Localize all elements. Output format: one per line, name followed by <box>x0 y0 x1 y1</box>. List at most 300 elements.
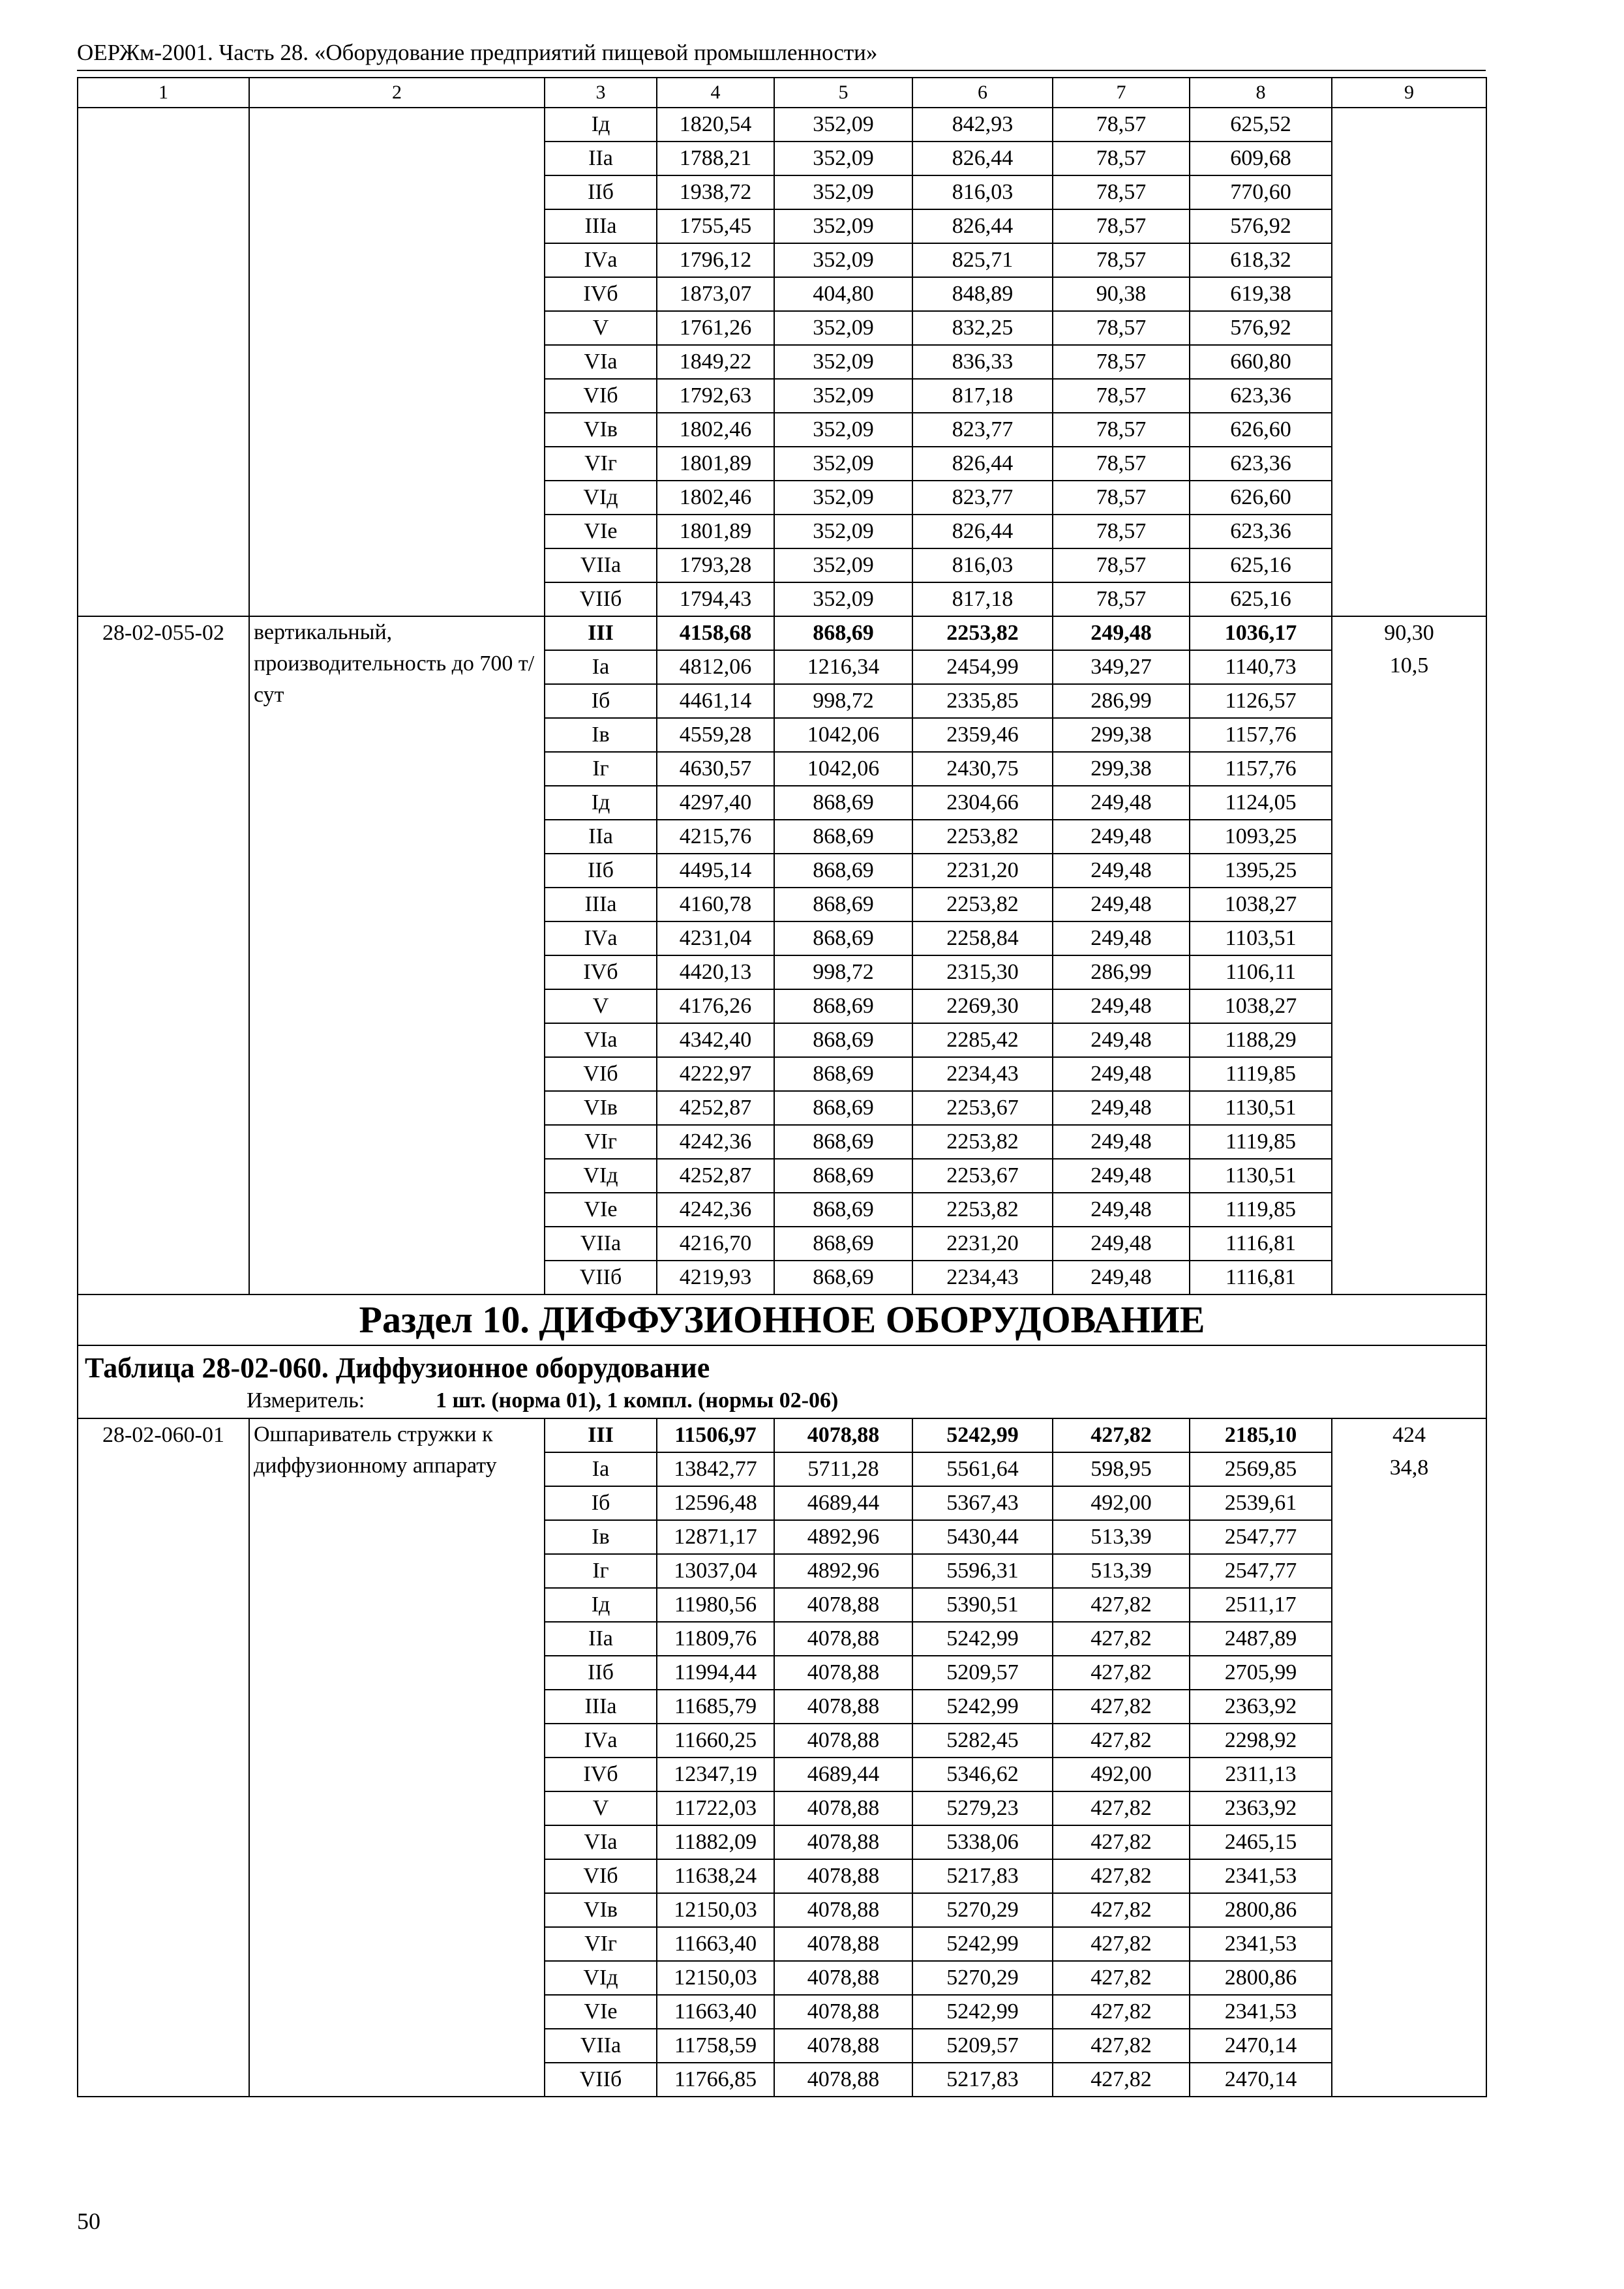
value-cell: 868,69 <box>774 1227 912 1261</box>
value-cell: 2430,75 <box>912 752 1053 786</box>
value-cell: 868,69 <box>774 921 912 955</box>
value-cell: 2253,67 <box>912 1159 1053 1193</box>
value-cell: 868,69 <box>774 1193 912 1227</box>
zone-cell: Iг <box>545 752 657 786</box>
zone-cell: VIд <box>545 1961 657 1995</box>
value-cell: 5242,99 <box>912 1927 1053 1961</box>
zone-cell: IIа <box>545 820 657 854</box>
value-cell: 2363,92 <box>1190 1791 1332 1825</box>
value-cell: 12871,17 <box>657 1520 774 1554</box>
value-cell: 660,80 <box>1190 345 1332 379</box>
value-cell: 626,60 <box>1190 413 1332 447</box>
section-title: Раздел 10. ДИФФУЗИОННОЕ ОБОРУДОВАНИЕ <box>78 1294 1486 1345</box>
value-cell: 4216,70 <box>657 1227 774 1261</box>
value-cell: 868,69 <box>774 989 912 1023</box>
value-cell: 1130,51 <box>1190 1091 1332 1125</box>
value-cell: 78,57 <box>1053 175 1190 209</box>
value-cell: 5596,31 <box>912 1554 1053 1588</box>
value-cell: 299,38 <box>1053 752 1190 786</box>
value-cell: 2800,86 <box>1190 1961 1332 1995</box>
value-cell: 5242,99 <box>912 1690 1053 1724</box>
value-cell: 11766,85 <box>657 2063 774 2097</box>
value-cell: 1793,28 <box>657 548 774 582</box>
value-cell: 2341,53 <box>1190 1859 1332 1893</box>
value-cell: 868,69 <box>774 1261 912 1294</box>
value-cell: 2470,14 <box>1190 2063 1332 2097</box>
value-cell: 2253,82 <box>912 616 1053 650</box>
zone-cell: V <box>545 989 657 1023</box>
table-header-block <box>78 1345 1486 1418</box>
rate-description: Ошпариватель стружки к диффузионному аппарату <box>249 1418 545 2097</box>
value-cell: 4078,88 <box>774 1927 912 1961</box>
value-cell: 826,44 <box>912 447 1053 481</box>
value-cell: 352,09 <box>774 311 912 345</box>
value-cell: 598,95 <box>1053 1452 1190 1486</box>
table-title: Таблица 28-02-060. Диффузионное оборудование <box>85 1352 710 1384</box>
value-cell: 998,72 <box>774 684 912 718</box>
value-cell: 1126,57 <box>1190 684 1332 718</box>
column-number: 9 <box>1332 78 1486 108</box>
value-cell: 11980,56 <box>657 1588 774 1622</box>
zone-cell: V <box>545 311 657 345</box>
value-cell: 4689,44 <box>774 1758 912 1791</box>
value-cell: 623,36 <box>1190 379 1332 413</box>
measure-label: Измеритель: <box>247 1388 365 1413</box>
value-cell: 4252,87 <box>657 1159 774 1193</box>
value-cell: 4078,88 <box>774 1825 912 1859</box>
value-cell: 2341,53 <box>1190 1927 1332 1961</box>
value-cell: 836,33 <box>912 345 1053 379</box>
value-cell: 823,77 <box>912 481 1053 515</box>
value-cell: 2185,10 <box>1190 1418 1332 1452</box>
value-cell: 12596,48 <box>657 1486 774 1520</box>
value-cell: 1140,73 <box>1190 650 1332 684</box>
value-cell: 5430,44 <box>912 1520 1053 1554</box>
value-cell: 868,69 <box>774 854 912 888</box>
value-cell: 2253,82 <box>912 1125 1053 1159</box>
value-cell: 5242,99 <box>912 1622 1053 1656</box>
value-cell: 1038,27 <box>1190 989 1332 1023</box>
value-cell: 868,69 <box>774 888 912 921</box>
value-cell: 286,99 <box>1053 955 1190 989</box>
value-cell: 2800,86 <box>1190 1893 1332 1927</box>
zone-cell: IIа <box>545 1622 657 1656</box>
value-cell: 249,48 <box>1053 1227 1190 1261</box>
value-cell: 427,82 <box>1053 1656 1190 1690</box>
value-cell: 11638,24 <box>657 1859 774 1893</box>
value-cell: 4078,88 <box>774 1724 912 1758</box>
zone-cell: VIIб <box>545 582 657 616</box>
zone-cell: VIIб <box>545 2063 657 2097</box>
value-cell: 2487,89 <box>1190 1622 1332 1656</box>
value-cell: 11506,97 <box>657 1418 774 1452</box>
value-cell: 427,82 <box>1053 1995 1190 2029</box>
value-cell: 2569,85 <box>1190 1452 1332 1486</box>
value-cell: 4078,88 <box>774 1961 912 1995</box>
zone-cell: Iб <box>545 1486 657 1520</box>
value-cell: 2298,92 <box>1190 1724 1332 1758</box>
value-cell: 78,57 <box>1053 481 1190 515</box>
zone-cell: III <box>545 1418 657 1452</box>
value-cell: 4242,36 <box>657 1125 774 1159</box>
zone-cell: VIд <box>545 1159 657 1193</box>
zone-cell: Iд <box>545 108 657 142</box>
value-cell: 249,48 <box>1053 820 1190 854</box>
value-cell: 4078,88 <box>774 1690 912 1724</box>
value-cell: 5270,29 <box>912 1893 1053 1927</box>
value-cell: 249,48 <box>1053 1193 1190 1227</box>
value-cell: 825,71 <box>912 243 1053 277</box>
norm-cell <box>1332 108 1486 616</box>
value-cell: 492,00 <box>1053 1486 1190 1520</box>
value-cell: 1130,51 <box>1190 1159 1332 1193</box>
zone-cell: VIа <box>545 1825 657 1859</box>
value-cell: 1938,72 <box>657 175 774 209</box>
value-cell: 4078,88 <box>774 2063 912 2097</box>
value-cell: 352,09 <box>774 108 912 142</box>
value-cell: 5279,23 <box>912 1791 1053 1825</box>
zone-cell: IIIа <box>545 888 657 921</box>
measure-value: 1 шт. (норма 01), 1 компл. (нормы 02-06) <box>436 1388 839 1413</box>
zone-cell: VIIб <box>545 1261 657 1294</box>
value-cell: 427,82 <box>1053 2029 1190 2063</box>
value-cell: 4252,87 <box>657 1091 774 1125</box>
value-cell: 78,57 <box>1053 379 1190 413</box>
value-cell: 249,48 <box>1053 1023 1190 1057</box>
value-cell: 5209,57 <box>912 2029 1053 2063</box>
value-cell: 249,48 <box>1053 854 1190 888</box>
value-cell: 826,44 <box>912 142 1053 175</box>
measure-line <box>85 1386 1479 1415</box>
value-cell: 5367,43 <box>912 1486 1053 1520</box>
zone-cell: V <box>545 1791 657 1825</box>
value-cell: 4078,88 <box>774 1893 912 1927</box>
value-cell: 5338,06 <box>912 1825 1053 1859</box>
zone-cell: IVа <box>545 921 657 955</box>
value-cell: 1792,63 <box>657 379 774 413</box>
value-cell: 2253,67 <box>912 1091 1053 1125</box>
norm-value: 90,30 <box>1384 621 1434 645</box>
value-cell: 609,68 <box>1190 142 1332 175</box>
norm-cell <box>1332 616 1486 1294</box>
value-cell: 2253,82 <box>912 888 1053 921</box>
value-cell: 817,18 <box>912 582 1053 616</box>
value-cell: 2231,20 <box>912 854 1053 888</box>
value-cell: 12150,03 <box>657 1961 774 1995</box>
table-title-row <box>78 1345 1486 1418</box>
value-cell: 1116,81 <box>1190 1227 1332 1261</box>
value-cell: 868,69 <box>774 1091 912 1125</box>
value-cell: 618,32 <box>1190 243 1332 277</box>
value-cell: 2341,53 <box>1190 1995 1332 2029</box>
value-cell: 1042,06 <box>774 718 912 752</box>
value-cell: 576,92 <box>1190 311 1332 345</box>
value-cell: 826,44 <box>912 515 1053 548</box>
value-cell: 13037,04 <box>657 1554 774 1588</box>
column-number: 6 <box>912 78 1053 108</box>
page-number: 50 <box>77 2208 100 2234</box>
value-cell: 78,57 <box>1053 515 1190 548</box>
value-cell: 4078,88 <box>774 1418 912 1452</box>
value-cell: 1124,05 <box>1190 786 1332 820</box>
zone-cell: IVа <box>545 1724 657 1758</box>
value-cell: 1106,11 <box>1190 955 1332 989</box>
value-cell: 249,48 <box>1053 989 1190 1023</box>
value-cell: 4078,88 <box>774 1995 912 2029</box>
zone-cell: IVа <box>545 243 657 277</box>
value-cell: 1119,85 <box>1190 1057 1332 1091</box>
value-cell: 2454,99 <box>912 650 1053 684</box>
value-cell: 2359,46 <box>912 718 1053 752</box>
zone-cell: VIг <box>545 447 657 481</box>
value-cell: 5242,99 <box>912 1995 1053 2029</box>
zone-cell: IVб <box>545 955 657 989</box>
zone-cell: VIб <box>545 1057 657 1091</box>
value-cell: 4078,88 <box>774 1588 912 1622</box>
value-cell: 249,48 <box>1053 1159 1190 1193</box>
value-cell: 868,69 <box>774 1057 912 1091</box>
value-cell: 78,57 <box>1053 447 1190 481</box>
value-cell: 2547,77 <box>1190 1554 1332 1588</box>
value-cell: 352,09 <box>774 515 912 548</box>
value-cell: 78,57 <box>1053 243 1190 277</box>
value-cell: 832,25 <box>912 311 1053 345</box>
value-cell: 770,60 <box>1190 175 1332 209</box>
section-row <box>78 1294 1486 1345</box>
zone-cell: IVб <box>545 277 657 311</box>
value-cell: 427,82 <box>1053 1588 1190 1622</box>
value-cell: 78,57 <box>1053 142 1190 175</box>
value-cell: 4461,14 <box>657 684 774 718</box>
value-cell: 249,48 <box>1053 888 1190 921</box>
value-cell: 249,48 <box>1053 1125 1190 1159</box>
zone-cell: IIб <box>545 175 657 209</box>
value-cell: 1042,06 <box>774 752 912 786</box>
zone-cell: VIд <box>545 481 657 515</box>
value-cell: 5711,28 <box>774 1452 912 1486</box>
value-cell: 2269,30 <box>912 989 1053 1023</box>
value-cell: 4689,44 <box>774 1486 912 1520</box>
value-cell: 1873,07 <box>657 277 774 311</box>
value-cell: 427,82 <box>1053 1893 1190 1927</box>
value-cell: 427,82 <box>1053 1927 1190 1961</box>
value-cell: 1755,45 <box>657 209 774 243</box>
value-cell: 286,99 <box>1053 684 1190 718</box>
value-cell: 2234,43 <box>912 1057 1053 1091</box>
value-cell: 11758,59 <box>657 2029 774 2063</box>
value-cell: 4892,96 <box>774 1554 912 1588</box>
zone-cell: VIе <box>545 1193 657 1227</box>
value-cell: 2539,61 <box>1190 1486 1332 1520</box>
value-cell: 1038,27 <box>1190 888 1332 921</box>
value-cell: 352,09 <box>774 447 912 481</box>
value-cell: 4160,78 <box>657 888 774 921</box>
value-cell: 5242,99 <box>912 1418 1053 1452</box>
value-cell: 2234,43 <box>912 1261 1053 1294</box>
value-cell: 5390,51 <box>912 1588 1053 1622</box>
zone-cell: Iд <box>545 786 657 820</box>
value-cell: 868,69 <box>774 616 912 650</box>
value-cell: 826,44 <box>912 209 1053 243</box>
value-cell: 352,09 <box>774 345 912 379</box>
value-cell: 349,27 <box>1053 650 1190 684</box>
value-cell: 2547,77 <box>1190 1520 1332 1554</box>
table-row <box>78 616 1486 650</box>
norm-cell <box>1332 1418 1486 2097</box>
value-cell: 5217,83 <box>912 1859 1053 1893</box>
zone-cell: Iб <box>545 684 657 718</box>
value-cell: 11660,25 <box>657 1724 774 1758</box>
value-cell: 299,38 <box>1053 718 1190 752</box>
value-cell: 848,89 <box>912 277 1053 311</box>
value-cell: 2511,17 <box>1190 1588 1332 1622</box>
value-cell: 4219,93 <box>657 1261 774 1294</box>
zone-cell: VIIа <box>545 2029 657 2063</box>
value-cell: 1093,25 <box>1190 820 1332 854</box>
value-cell: 249,48 <box>1053 616 1190 650</box>
value-cell: 249,48 <box>1053 921 1190 955</box>
value-cell: 4342,40 <box>657 1023 774 1057</box>
value-cell: 12150,03 <box>657 1893 774 1927</box>
zone-cell: VIг <box>545 1125 657 1159</box>
zone-cell: III <box>545 616 657 650</box>
value-cell: 90,38 <box>1053 277 1190 311</box>
value-cell: 5282,45 <box>912 1724 1053 1758</box>
value-cell: 868,69 <box>774 786 912 820</box>
value-cell: 427,82 <box>1053 2063 1190 2097</box>
value-cell: 4078,88 <box>774 1622 912 1656</box>
value-cell: 4812,06 <box>657 650 774 684</box>
zone-cell: IVб <box>545 1758 657 1791</box>
value-cell: 1761,26 <box>657 311 774 345</box>
zone-cell: Iв <box>545 718 657 752</box>
value-cell: 623,36 <box>1190 515 1332 548</box>
code-cell <box>78 108 249 616</box>
value-cell: 4559,28 <box>657 718 774 752</box>
value-cell: 4892,96 <box>774 1520 912 1554</box>
zone-cell: Iд <box>545 1588 657 1622</box>
zone-cell: IIа <box>545 142 657 175</box>
zone-cell: VIв <box>545 1893 657 1927</box>
value-cell: 12347,19 <box>657 1758 774 1791</box>
value-cell: 427,82 <box>1053 1859 1190 1893</box>
value-cell: 352,09 <box>774 582 912 616</box>
value-cell: 1788,21 <box>657 142 774 175</box>
value-cell: 11882,09 <box>657 1825 774 1859</box>
value-cell: 4420,13 <box>657 955 774 989</box>
value-cell: 249,48 <box>1053 1057 1190 1091</box>
value-cell: 352,09 <box>774 481 912 515</box>
value-cell: 4078,88 <box>774 1791 912 1825</box>
value-cell: 427,82 <box>1053 1961 1190 1995</box>
value-cell: 1820,54 <box>657 108 774 142</box>
value-cell: 2258,84 <box>912 921 1053 955</box>
table-row <box>78 108 1486 142</box>
value-cell: 2285,42 <box>912 1023 1053 1057</box>
zone-cell: VIIа <box>545 548 657 582</box>
value-cell: 4158,68 <box>657 616 774 650</box>
value-cell: 4297,40 <box>657 786 774 820</box>
value-cell: 816,03 <box>912 175 1053 209</box>
value-cell: 249,48 <box>1053 1261 1190 1294</box>
value-cell: 1794,43 <box>657 582 774 616</box>
value-cell: 1116,81 <box>1190 1261 1332 1294</box>
zone-cell: VIа <box>545 1023 657 1057</box>
value-cell: 492,00 <box>1053 1758 1190 1791</box>
value-cell: 625,16 <box>1190 582 1332 616</box>
zone-cell: Iа <box>545 650 657 684</box>
column-number: 7 <box>1053 78 1190 108</box>
value-cell: 352,09 <box>774 413 912 447</box>
zone-cell: Iг <box>545 1554 657 1588</box>
zone-cell: VIе <box>545 515 657 548</box>
value-cell: 427,82 <box>1053 1622 1190 1656</box>
zone-cell: VIв <box>545 1091 657 1125</box>
value-cell: 2253,82 <box>912 820 1053 854</box>
value-cell: 625,16 <box>1190 548 1332 582</box>
value-cell: 1801,89 <box>657 515 774 548</box>
value-cell: 352,09 <box>774 243 912 277</box>
value-cell: 1119,85 <box>1190 1125 1332 1159</box>
value-cell: 4215,76 <box>657 820 774 854</box>
value-cell: 2231,20 <box>912 1227 1053 1261</box>
zone-cell: IIб <box>545 1656 657 1690</box>
value-cell: 11663,40 <box>657 1927 774 1961</box>
column-number: 8 <box>1190 78 1332 108</box>
value-cell: 842,93 <box>912 108 1053 142</box>
value-cell: 4630,57 <box>657 752 774 786</box>
zone-cell: VIб <box>545 379 657 413</box>
zone-cell: Iа <box>545 1452 657 1486</box>
value-cell: 5346,62 <box>912 1758 1053 1791</box>
value-cell: 249,48 <box>1053 1091 1190 1125</box>
rate-description: вертикальный, производительность до 700 т/сут <box>249 616 545 1294</box>
value-cell: 11994,44 <box>657 1656 774 1690</box>
value-cell: 5217,83 <box>912 2063 1053 2097</box>
value-cell: 625,52 <box>1190 108 1332 142</box>
value-cell: 623,36 <box>1190 447 1332 481</box>
value-cell: 868,69 <box>774 1023 912 1057</box>
value-cell: 4176,26 <box>657 989 774 1023</box>
value-cell: 1119,85 <box>1190 1193 1332 1227</box>
value-cell: 576,92 <box>1190 209 1332 243</box>
value-cell: 427,82 <box>1053 1418 1190 1452</box>
value-cell: 1802,46 <box>657 413 774 447</box>
value-cell: 5270,29 <box>912 1961 1053 1995</box>
value-cell: 4078,88 <box>774 1656 912 1690</box>
column-number: 2 <box>249 78 545 108</box>
value-cell: 4242,36 <box>657 1193 774 1227</box>
value-cell: 4495,14 <box>657 854 774 888</box>
value-cell: 78,57 <box>1053 209 1190 243</box>
value-cell: 352,09 <box>774 548 912 582</box>
description-cell <box>249 108 545 616</box>
value-cell: 868,69 <box>774 1159 912 1193</box>
value-cell: 816,03 <box>912 548 1053 582</box>
zone-cell: Iв <box>545 1520 657 1554</box>
value-cell: 11663,40 <box>657 1995 774 2029</box>
zone-cell: VIе <box>545 1995 657 2029</box>
value-cell: 1188,29 <box>1190 1023 1332 1057</box>
value-cell: 11685,79 <box>657 1690 774 1724</box>
value-cell: 998,72 <box>774 955 912 989</box>
value-cell: 817,18 <box>912 379 1053 413</box>
value-cell: 1802,46 <box>657 481 774 515</box>
value-cell: 78,57 <box>1053 311 1190 345</box>
value-cell: 404,80 <box>774 277 912 311</box>
value-cell: 1849,22 <box>657 345 774 379</box>
value-cell: 513,39 <box>1053 1520 1190 1554</box>
